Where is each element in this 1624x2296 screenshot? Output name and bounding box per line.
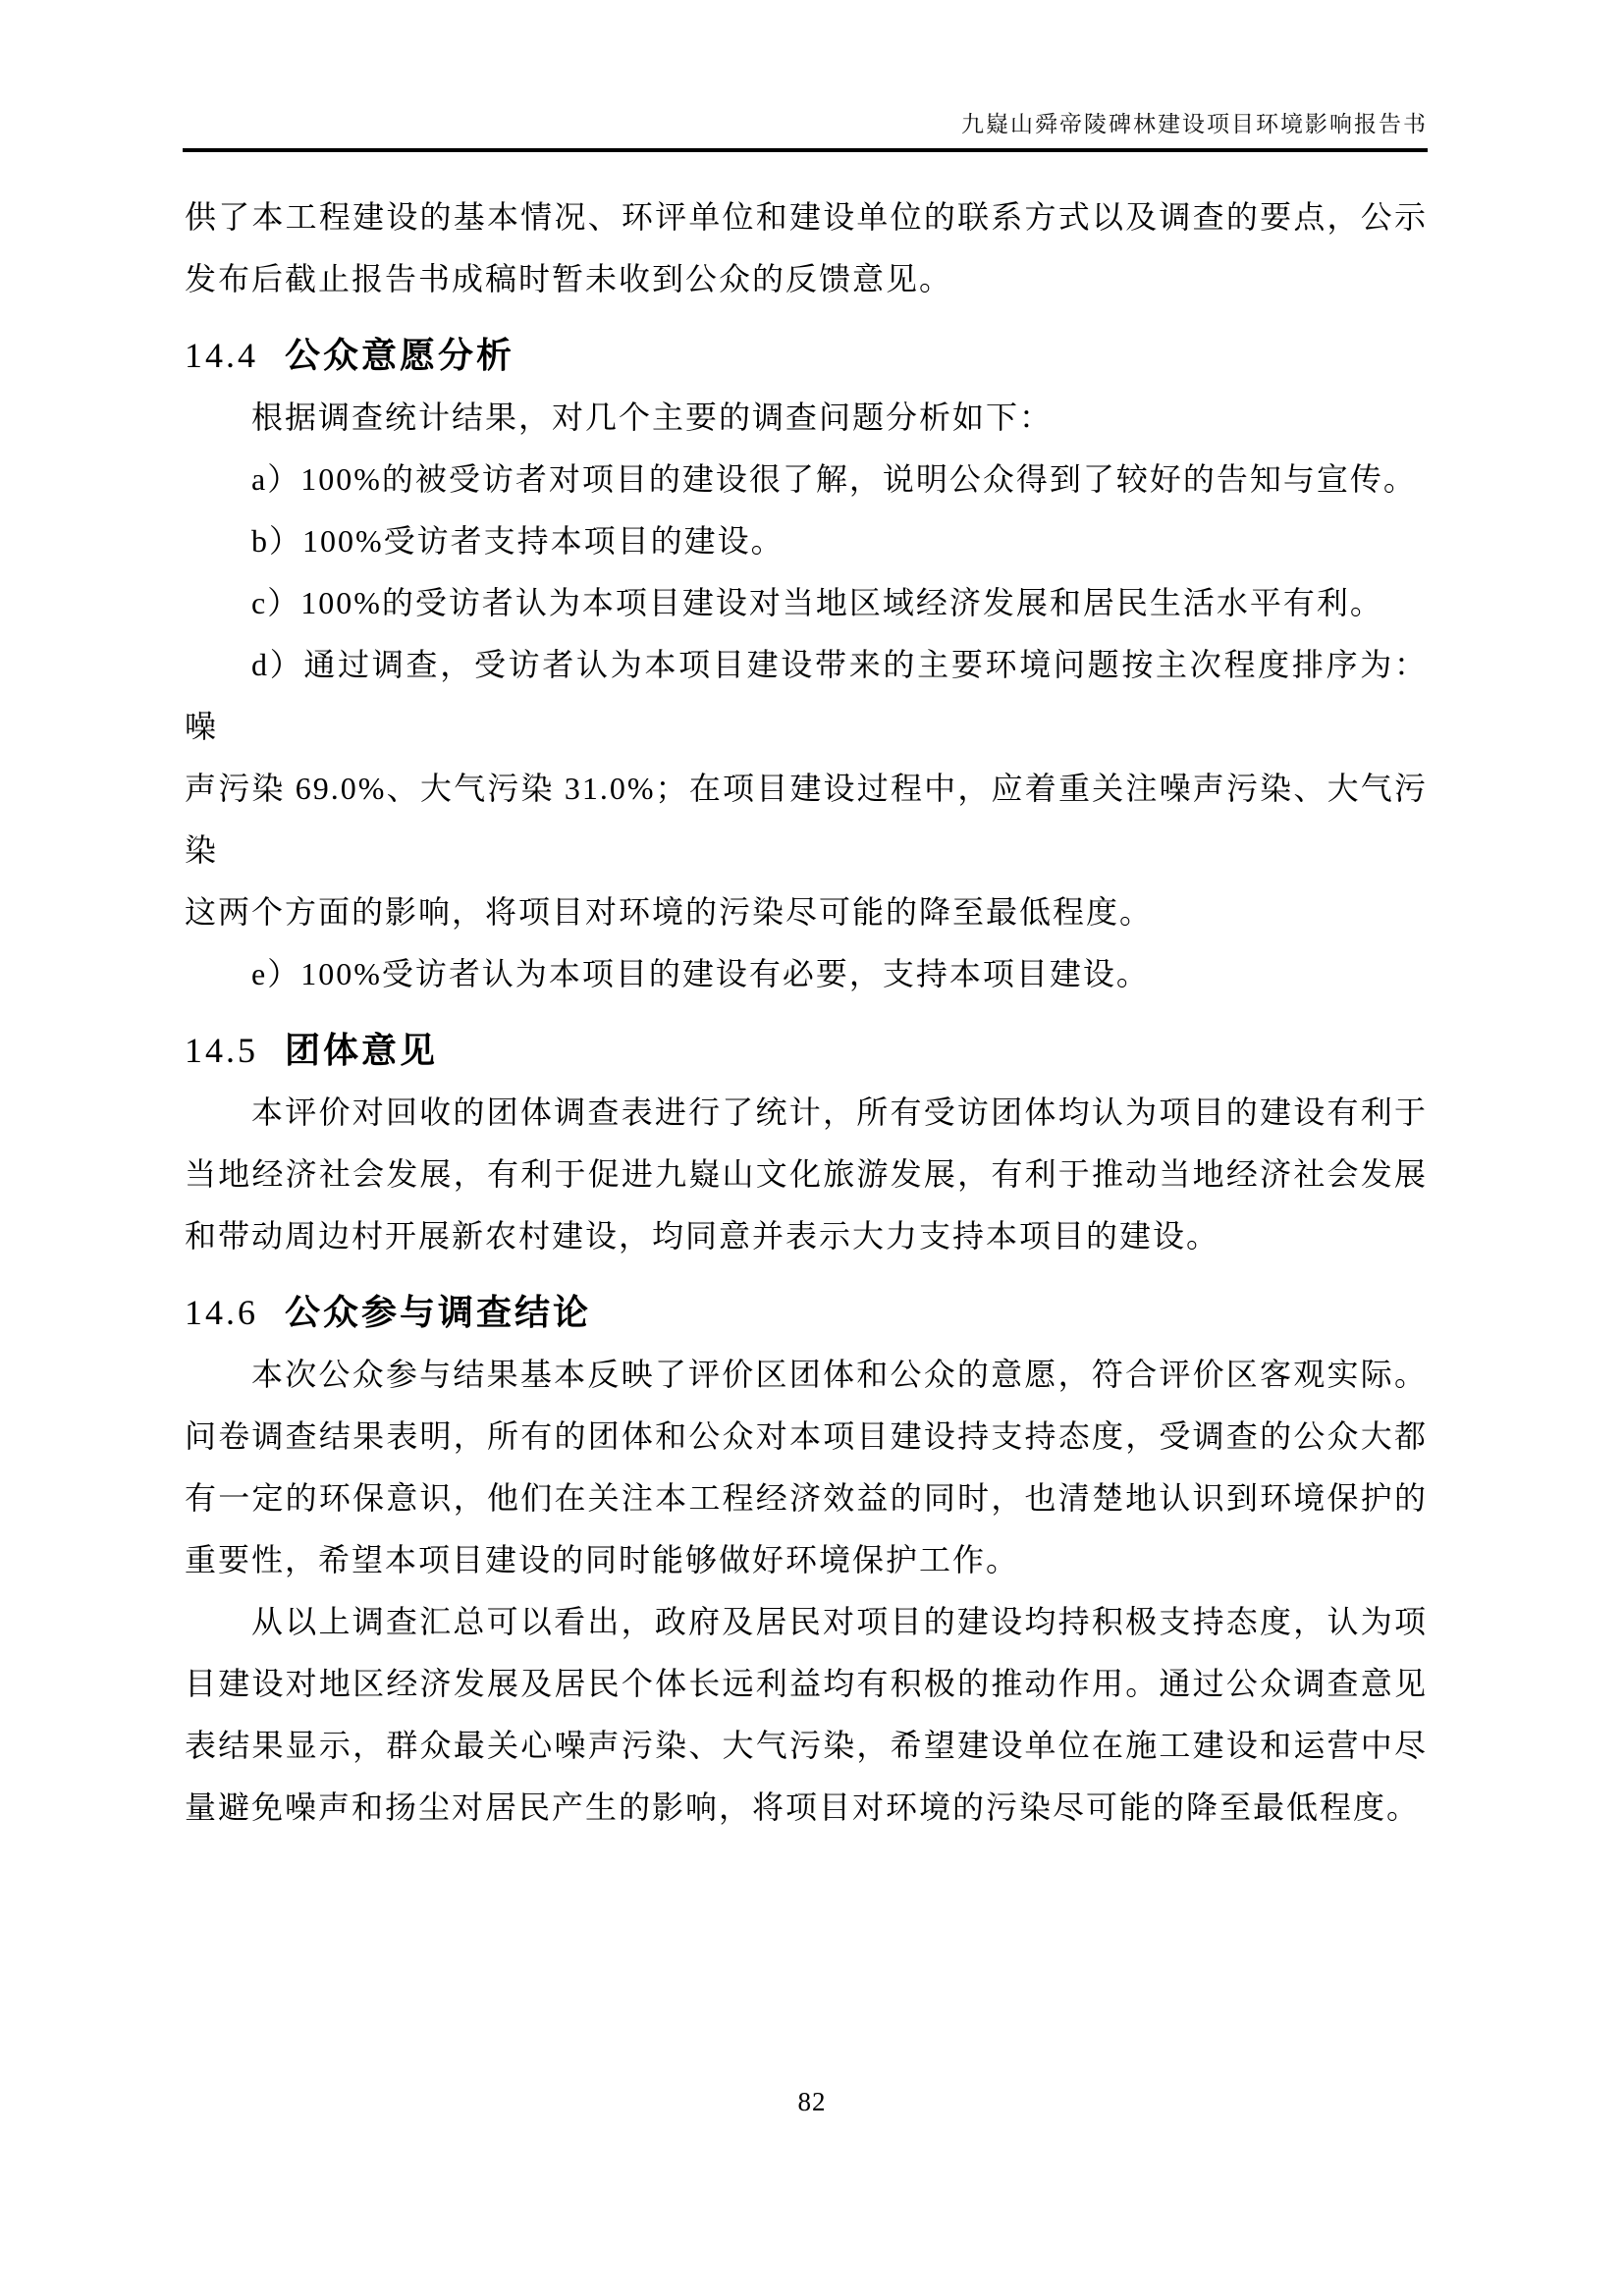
header-title: 九嶷山舜帝陵碑林建设项目环境影响报告书 [961,112,1428,136]
section-14-6-para-1-line-3: 有一定的环保意识，他们在关注本工程经济效益的同时，也清楚地认识到环境保护的 [185,1480,1428,1516]
section-14-6-para-1-line-4: 重要性，希望本项目建设的同时能够做好环境保护工作。 [185,1542,1020,1577]
survey-item-d-line-1: d）通过调查，受访者认为本项目建设带来的主要环境问题按主次程度排序为：噪 [185,647,1428,744]
section-title-14-5: 团体意见 [285,1030,439,1070]
section-14-5-line-3: 和带动周边村开展新农村建设，均同意并表示大力支持本项目的建设。 [185,1218,1220,1254]
section-14-5-line-2: 当地经济社会发展，有利于促进九嶷山文化旅游发展，有利于推动当地经济社会发展 [185,1156,1428,1192]
section-number-14-5: 14.5 [185,1031,258,1070]
section-14-6-para-2-line-1: 从以上调查汇总可以看出，政府及居民对项目的建设均持积极支持态度，认为项 [251,1604,1428,1639]
intro-paragraph-line-2: 发布后截止报告书成稿时暂未收到公众的反馈意见。 [185,261,953,296]
survey-item-e: e）100%受访者认为本项目的建设有必要，支持本项目建设。 [251,956,1150,991]
section-number-14-4: 14.4 [185,336,258,375]
survey-item-c: c）100%的受访者认为本项目建设对当地区域经济发展和居民生活水平有利。 [251,585,1383,620]
section-number-14-6: 14.6 [185,1293,258,1332]
section-14-6-para-2-line-2: 目建设对地区经济发展及居民个体长远利益均有积极的推动作用。通过公众调查意见 [185,1666,1428,1701]
survey-item-b: b）100%受访者支持本项目的建设。 [251,523,785,559]
section-title-14-4: 公众意愿分析 [285,335,515,375]
section-14-6-para-2-line-3: 表结果显示，群众最关心噪声污染、大气污染，希望建设单位在施工建设和运营中尽 [185,1728,1428,1763]
section-heading-14-4 [185,324,1428,387]
survey-item-a: a）100%的被受访者对项目的建设很了解，说明公众得到了较好的告知与宣传。 [251,461,1417,497]
section-14-6-para-1-line-2: 问卷调查结果表明，所有的团体和公众对本项目建设持支持态度，受调查的公众大都 [185,1418,1428,1454]
document-body [185,187,1428,1839]
section-14-6-para-2-line-4: 量避免噪声和扬尘对居民产生的影响，将项目对环境的污染尽可能的降至最低程度。 [185,1789,1421,1825]
section-heading-14-6 [185,1281,1428,1344]
section-14-5-line-1: 本评价对回收的团体调查表进行了统计，所有受访团体均认为项目的建设有利于 [251,1095,1428,1130]
intro-paragraph-line-1: 供了本工程建设的基本情况、环评单位和建设单位的联系方式以及调查的要点，公示 [185,199,1428,235]
header-rule [183,148,1428,152]
section-14-6-para-1-line-1: 本次公众参与结果基本反映了评价区团体和公众的意愿，符合评价区客观实际。 [251,1357,1428,1392]
section-14-4-intro-line: 根据调查统计结果，对几个主要的调查问题分析如下： [251,400,1054,435]
section-title-14-6: 公众参与调查结论 [285,1292,592,1332]
section-heading-14-5 [185,1019,1428,1082]
survey-item-d-line-3: 这两个方面的影响，将项目对环境的污染尽可能的降至最低程度。 [185,894,1154,930]
page-number: 82 [797,2087,827,2116]
survey-item-d-line-2: 声污染 69.0%、大气污染 31.0%；在项目建设过程中，应着重关注噪声污染、大气污染 [185,771,1428,868]
